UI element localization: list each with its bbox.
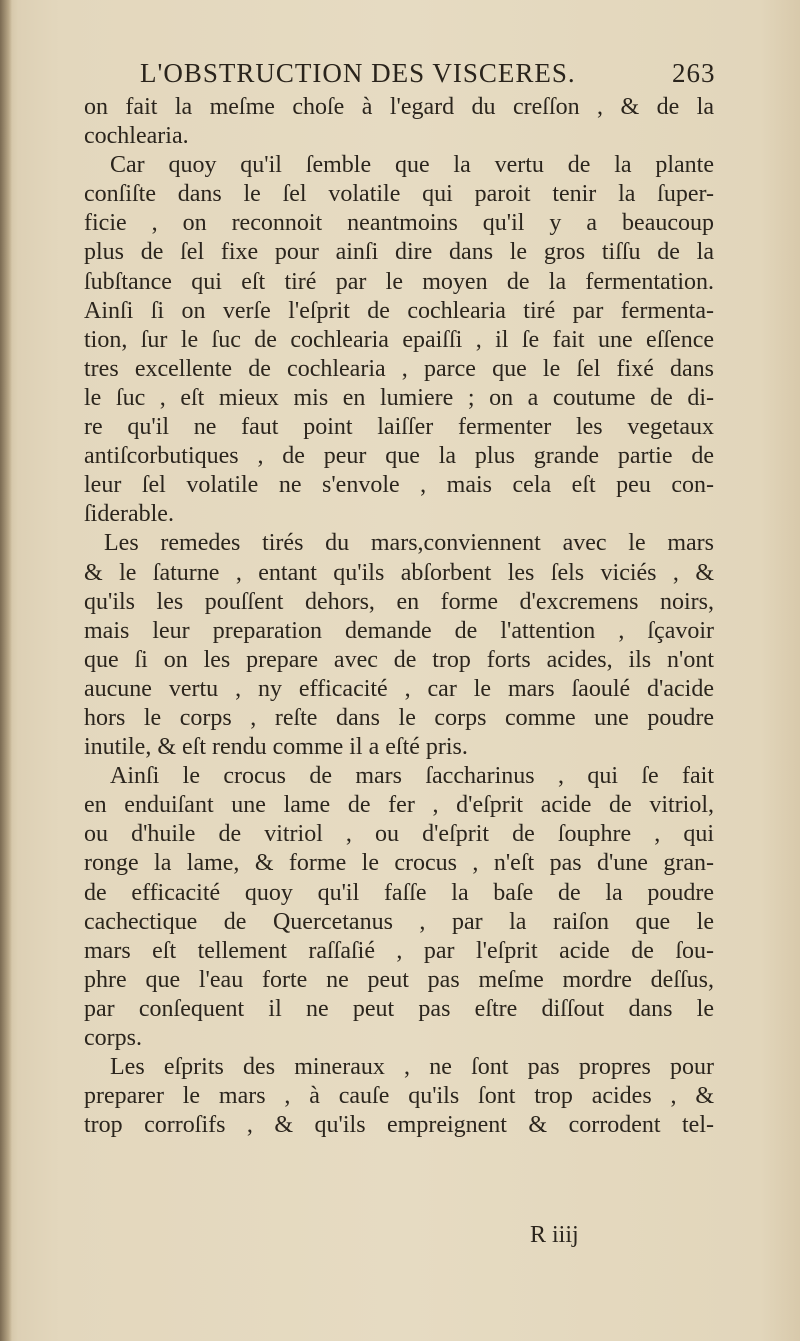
text-line: hors le corps , reſte dans le corps comme une poudre xyxy=(84,704,714,731)
text-line: re qu'il ne faut point laiſſer fermenter les vegetaux xyxy=(84,414,714,441)
text-line: ſiderable. xyxy=(84,501,174,528)
text-line: conſiſte dans le ſel volatile qui paroit tenir la ſuper- xyxy=(84,181,714,208)
body-text xyxy=(84,93,714,1140)
text-line: cachectique de Quercetanus , par la raiſon que le xyxy=(84,908,714,935)
text-line: de efficacité quoy qu'il faſſe la baſe de la poudre xyxy=(84,879,714,906)
page-binding-edge xyxy=(0,0,12,1341)
page-number: 263 xyxy=(672,58,716,88)
text-line: preparer le mars , à cauſe qu'ils ſont trop acides , & xyxy=(84,1083,714,1110)
text-line: Les eſprits des mineraux , ne ſont pas propres pour xyxy=(110,1054,714,1081)
text-line: Ainſi ſi on verſe l'eſprit de cochlearia tiré par fermenta- xyxy=(84,297,714,324)
text-line: corps. xyxy=(84,1025,142,1051)
text-line: & le ſaturne , entant qu'ils abſorbent les ſels viciés , & xyxy=(84,559,714,586)
text-line: inutile, & eſt rendu comme il a eſté pris. xyxy=(84,734,468,761)
text-line: antiſcorbutiques , de peur que la plus grande partie de xyxy=(84,443,714,470)
text-line: leur ſel volatile ne s'envole , mais cela eſt peu con- xyxy=(84,472,714,499)
text-line: phre que l'eau forte ne peut pas meſme mordre deſſus, xyxy=(84,966,714,993)
text-line: qu'ils les pouſſent dehors, en forme d'excremens noirs, xyxy=(84,588,714,615)
running-head xyxy=(140,58,740,89)
text-line: ou d'huile de vitriol , ou d'eſprit de ſouphre , qui xyxy=(84,821,714,848)
text-line: mais leur preparation demande de l'attention , ſçavoir xyxy=(84,617,714,644)
text-line: par conſequent il ne peut pas eſtre diſſout dans le xyxy=(84,995,714,1022)
text-line: aucune vertu , ny efficacité , car le mars ſaoulé d'acide xyxy=(84,675,714,702)
text-line: on fait la meſme choſe à l'egard du creſſon , & de la xyxy=(84,94,714,120)
text-line: Les remedes tirés du mars,conviennent avec le mars xyxy=(104,530,714,557)
text-line: plus de ſel fixe pour ainſi dire dans le gros tiſſu de la xyxy=(84,239,714,266)
text-line: ficie , on reconnoit neantmoins qu'il y a beaucoup xyxy=(84,210,714,237)
text-line: le ſuc , eſt mieux mis en lumiere ; on a coutume de di- xyxy=(84,384,714,411)
running-title: L'OBSTRUCTION DES VISCERES. xyxy=(140,58,576,88)
signature-mark: R iiij xyxy=(530,1222,579,1248)
text-line: Ainſi le crocus de mars ſaccharinus , qui ſe fait xyxy=(110,763,714,790)
text-line: tres excellente de cochlearia , parce que le ſel fixé dans xyxy=(84,355,714,382)
text-line: que ſi on les prepare avec de trop forts acides, ils n'ont xyxy=(84,646,714,673)
text-line: mars eſt tellement raſſaſié , par l'eſprit acide de ſou- xyxy=(84,937,714,964)
text-line: ronge la lame, & forme le crocus , n'eſt pas d'une gran- xyxy=(84,850,714,877)
text-line: tion, ſur le ſuc de cochlearia epaiſſi , il ſe fait une eſſence xyxy=(84,326,714,353)
text-line: Car quoy qu'il ſemble que la vertu de la plante xyxy=(110,152,714,179)
text-line: ſubſtance qui eſt tiré par le moyen de la fermentation. xyxy=(84,268,714,295)
text-line: en enduiſant une lame de fer , d'eſprit acide de vitriol, xyxy=(84,792,714,819)
text-line: cochlearia. xyxy=(84,123,189,150)
text-line: trop corroſifs , & qu'ils empreignent & corrodent tel- xyxy=(84,1112,714,1139)
